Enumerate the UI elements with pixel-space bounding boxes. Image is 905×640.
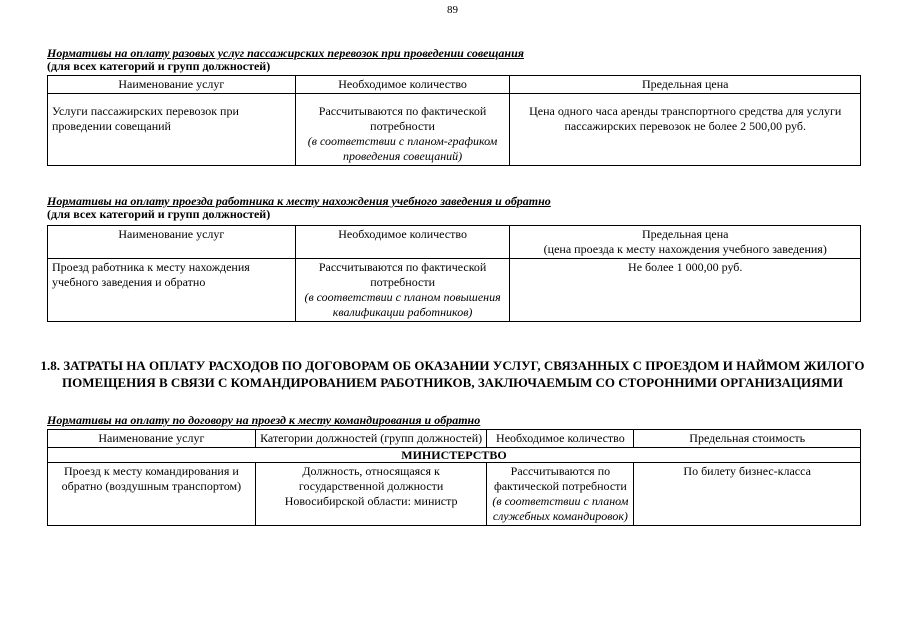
table-row	[48, 259, 861, 322]
table-row	[48, 94, 861, 166]
cell-quantity	[487, 463, 634, 526]
cell-service: Проезд работника к месту нахождения учебного заведения и обратно	[48, 259, 296, 322]
section3-caption	[47, 414, 480, 427]
cell-quantity	[295, 94, 510, 166]
cell-price: Не более 1 000,00 руб.	[510, 259, 861, 322]
section1-caption	[47, 47, 524, 73]
section2-title: Нормативы на оплату проезда работника к месту нахождения учебного заведения и обратно	[47, 194, 551, 208]
header-service: Наименование услуг	[48, 430, 256, 448]
cell-service: Услуги пассажирских перевозок при проведении совещаний	[48, 94, 296, 166]
header-quantity: Необходимое количество	[295, 76, 510, 94]
section2-subtitle: (для всех категорий и групп должностей)	[47, 207, 271, 221]
header-category: Категории должностей (групп должностей)	[255, 430, 487, 448]
group-row	[48, 448, 861, 463]
header-price	[510, 226, 861, 259]
header-price-note: (цена проезда к месту нахождения учебного заведения)	[543, 242, 827, 256]
header-price-title: Предельная цена	[641, 227, 729, 241]
section2-caption	[47, 195, 551, 221]
header-quantity: Необходимое количество	[295, 226, 510, 259]
quantity-note: (в соответствии с планом повышения квалификации работников)	[304, 290, 501, 319]
cell-category: Должность, относящаяся к государственной должности Новосибирской области: министр	[255, 463, 487, 526]
section3-title: Нормативы на оплату по договору на проезд к месту командирования и обратно	[47, 413, 481, 427]
header-price: Предельная цена	[510, 76, 861, 94]
quantity-note: (в соответствии с планом служебных командировок)	[492, 494, 629, 523]
cell-price: Цена одного часа аренды транспортного средства для услуги пассажирских перевозок не более 2 500,00 руб.	[510, 94, 861, 166]
table-header-row	[48, 76, 861, 94]
group-label: МИНИСТЕРСТВО	[48, 448, 861, 463]
cell-quantity	[295, 259, 510, 322]
page-number: 89	[447, 4, 458, 16]
quantity-text: Рассчитываются по фактической потребности	[318, 260, 487, 289]
quantity-note: (в соответствии с планом-графиком проведения совещаний)	[307, 134, 498, 163]
header-service: Наименование услуг	[48, 76, 296, 94]
quantity-text: Рассчитываются по фактической потребности	[318, 104, 487, 133]
section1-title: Нормативы на оплату разовых услуг пассажирских перевозок при проведении совещания	[47, 46, 524, 60]
cell-price: По билету бизнес-класса	[634, 463, 861, 526]
section3-table	[47, 429, 861, 526]
table-row	[48, 463, 861, 526]
quantity-text: Рассчитываются по фактической потребности	[493, 464, 627, 493]
table-header-row	[48, 430, 861, 448]
header-quantity: Необходимое количество	[487, 430, 634, 448]
section3-heading: 1.8. ЗАТРАТЫ НА ОПЛАТУ РАСХОДОВ ПО ДОГОВОРАМ ОБ ОКАЗАНИИ УСЛУГ, СВЯЗАННЫХ С ПРОЕЗДОМ И НАЙМОМ ЖИЛОГО ПОМЕЩЕНИЯ В СВЯЗИ С КОМАНДИРОВАНИЕМ РАБОТНИКОВ, ЗАКЛЮЧАЕМЫМ СО СТОРОННИМИ ОРГАНИЗАЦИЯМИ	[40, 358, 865, 390]
section2-table	[47, 225, 861, 322]
section1-subtitle: (для всех категорий и групп должностей)	[47, 59, 271, 73]
header-service: Наименование услуг	[48, 226, 296, 259]
section1-table	[47, 75, 861, 166]
table-header-row	[48, 226, 861, 259]
cell-service: Проезд к месту командирования и обратно (воздушным транспортом)	[48, 463, 256, 526]
header-price: Предельная стоимость	[634, 430, 861, 448]
